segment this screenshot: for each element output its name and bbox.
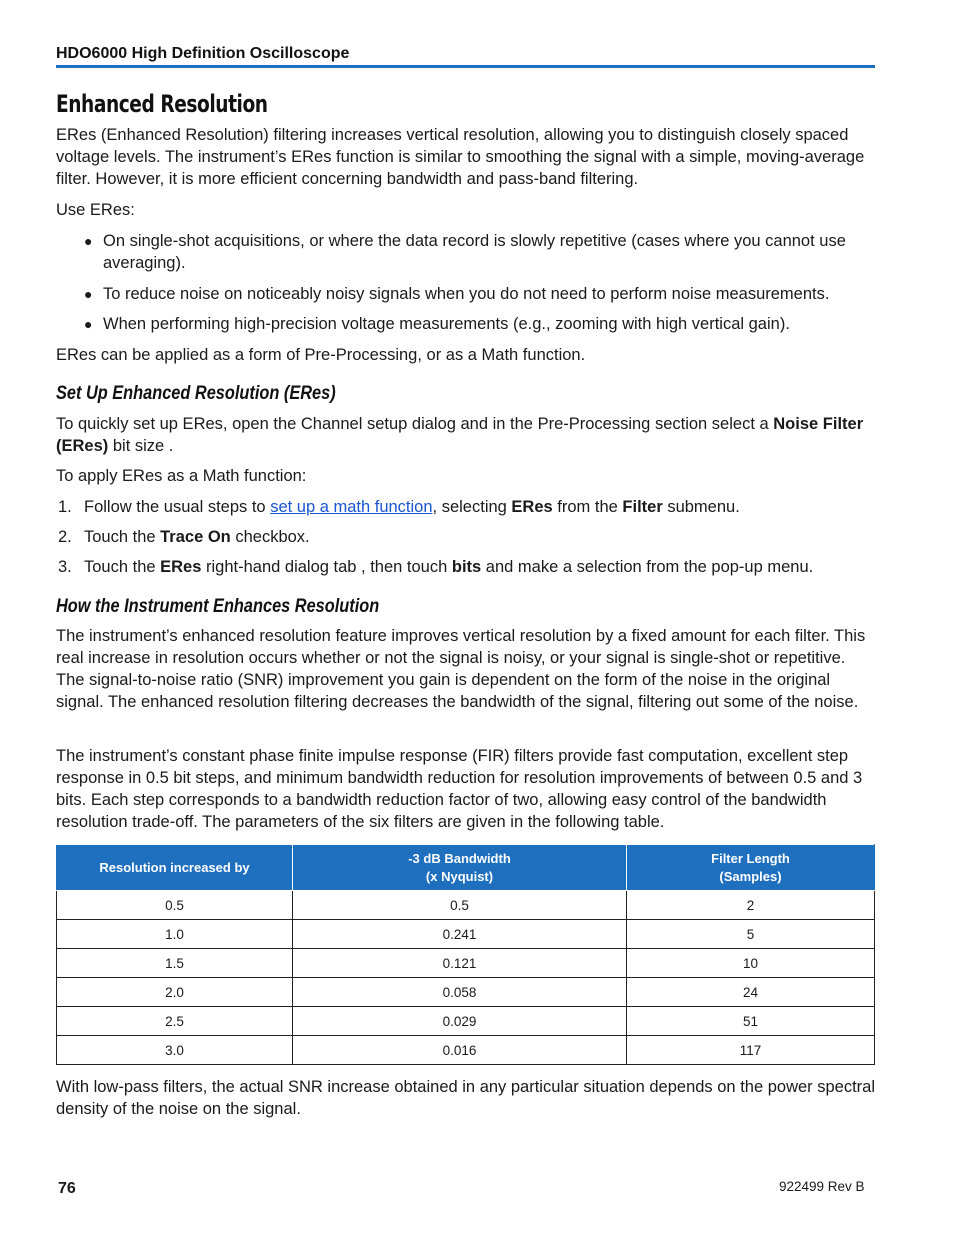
- bullet-icon: ●: [84, 286, 93, 302]
- how-paragraph-3: With low-pass filters, the actual SNR increase obtained in any particular situation depends on the power spectral density of the noise on the signal.: [56, 1078, 876, 1118]
- use-eres-label: Use ERes:: [56, 201, 135, 219]
- filter-table: [56, 844, 875, 1065]
- math-function-link[interactable]: set up a math function: [270, 498, 433, 516]
- table-row: 2.0 0.058 24: [57, 978, 875, 1007]
- column-header: -3 dB Bandwidth (x Nyquist): [293, 845, 627, 891]
- section-title: Enhanced Resolution: [56, 90, 268, 118]
- table-row: 3.0 0.016 117: [57, 1036, 875, 1065]
- intro-paragraph: ERes (Enhanced Resolution) filtering increases vertical resolution, allowing you to distinguish closely spaced voltage levels. The instrument’s ERes function is similar to smoothing the signal with a simple, moving-average filter. However, it is more efficient concerning bandwidth and pass-band filtering.: [56, 126, 865, 188]
- bullet-icon: ●: [84, 233, 93, 249]
- page-number: 76: [58, 1180, 76, 1197]
- table-row: 1.0 0.241 5: [57, 920, 875, 949]
- setup-paragraph: To quickly set up ERes, open the Channel setup dialog and in the Pre-Processing section select a Noise Filter (ERes) bit size .: [56, 415, 864, 455]
- setup-subtitle: Set Up Enhanced Resolution (ERes): [56, 383, 336, 404]
- table-header-row: [57, 845, 875, 891]
- column-header: Filter Length (Samples): [627, 845, 875, 891]
- how-paragraph-2: The instrument’s constant phase finite impulse response (FIR) filters provide fast computation, excellent step response in 0.5 bit steps, and minimum bandwidth reduction for resolution improvements of between 0.5 and 3 bits. Each step corresponds to a bandwidth reduction factor of two, allowing easy control of the bandwidth resolution trade-off. The parameters of the six filters are given in the following table.: [56, 747, 863, 831]
- how-paragraph-1: The instrument’s enhanced resolution feature improves vertical resolution by a fixed amount for each filter. This real increase in resolution occurs whether or not the signal is noisy, or your signal is single-shot or repetitive. The signal-to-noise ratio (SNR) improvement you gain is dependent on the form of the noise in the original signal. The enhanced resolution filtering decreases the bandwidth of the signal, filtering out some of the noise.: [56, 627, 866, 711]
- math-intro: To apply ERes as a Math function:: [56, 467, 307, 485]
- document-id: 922499 Rev B: [779, 1179, 865, 1194]
- table-row: 2.5 0.029 51: [57, 1007, 875, 1036]
- table-row: 1.5 0.121 10: [57, 949, 875, 978]
- column-header: Resolution increased by: [57, 845, 293, 891]
- bullet-icon: ●: [84, 316, 93, 332]
- outro-paragraph: ERes can be applied as a form of Pre-Processing, or as a Math function.: [56, 346, 586, 364]
- table-row: 0.5 0.5 2: [57, 891, 875, 920]
- how-subtitle: How the Instrument Enhances Resolution: [56, 596, 380, 617]
- running-header: HDO6000 High Definition Oscilloscope: [56, 45, 875, 68]
